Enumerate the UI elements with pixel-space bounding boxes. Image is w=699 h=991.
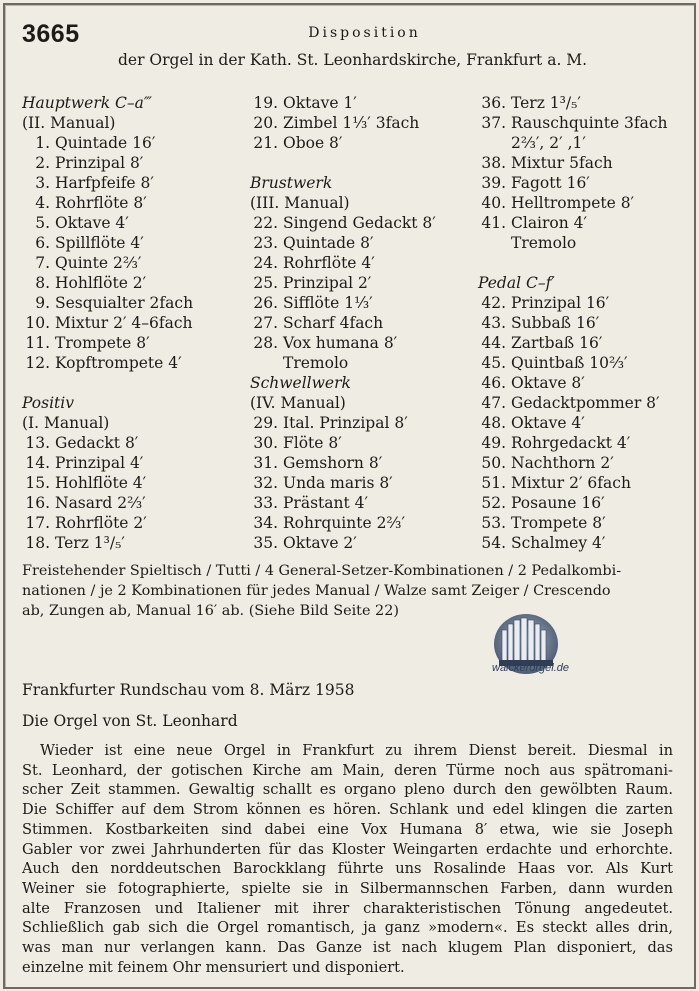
- stop-item: [478, 353, 678, 373]
- stop-item: [250, 273, 480, 293]
- spacer: [478, 253, 678, 273]
- stop-name: Schalmey 4′: [511, 534, 606, 552]
- stop-item: [478, 473, 678, 493]
- stoplist-column-left: [22, 93, 247, 553]
- stop-name: Kopftrompete 4′: [55, 354, 182, 372]
- stop-number: 53.: [481, 514, 506, 532]
- stop-item: [22, 233, 247, 253]
- stop-item: [22, 273, 247, 293]
- stop-item: [22, 473, 247, 493]
- stop-name: Hohlflöte 4′: [55, 474, 147, 492]
- stop-number: 35.: [253, 534, 278, 552]
- stop-name: Prinzipal 8′: [55, 154, 144, 172]
- stop-number: 30.: [253, 434, 278, 452]
- stop-name: Harfpfeife 8′: [55, 174, 154, 192]
- stop-item: [22, 333, 247, 353]
- stop-item: [250, 493, 480, 513]
- document-title: Disposition: [308, 25, 421, 41]
- stop-number: 45.: [481, 354, 506, 372]
- stop-name: Trompete 8′: [511, 514, 606, 532]
- stop-name: Nasard 2⅔′: [55, 494, 146, 512]
- stop-number: 43.: [481, 314, 506, 332]
- article-line: was man nur verlangen kann. Das Ganze ist nach klugem Plan disponiert, das: [22, 939, 673, 957]
- stop-name: Spillflöte 4′: [55, 234, 144, 252]
- stop-number: 41.: [481, 214, 506, 232]
- stop-name: Quintade 16′: [55, 134, 156, 152]
- stop-number: 40.: [481, 194, 506, 212]
- stop-number: 20.: [253, 114, 278, 132]
- article-line: Die Schiffer auf dem Strom können es hören. Schlank und edel klingen die zarten: [22, 801, 673, 819]
- stop-item: [22, 133, 247, 153]
- stop-item: [478, 333, 678, 353]
- stop-name: Quintade 8′: [283, 234, 374, 252]
- article-line: Weiner sie fotographierte, spielte sie in Silbermannschen Farben, dann wurden: [22, 879, 673, 897]
- division-heading: Hauptwerk C–a‴: [22, 94, 152, 112]
- document-subtitle: der Orgel in der Kath. St. Leonhardskirche, Frankfurt a. M.: [118, 51, 588, 69]
- stop-number: 38.: [481, 154, 506, 172]
- stop-number: 50.: [481, 454, 506, 472]
- stop-number: 44.: [481, 334, 506, 352]
- stop-number: 36.: [481, 94, 506, 112]
- stop-name: Trompete 8′: [55, 334, 150, 352]
- stop-name: Nachthorn 2′: [511, 454, 614, 472]
- stop-name: Fagott 16′: [511, 174, 590, 192]
- spacer: [22, 373, 247, 393]
- stop-item: [22, 353, 247, 373]
- stop-name: Scharf 4fach: [283, 314, 384, 332]
- stop-number: 51.: [481, 474, 506, 492]
- stop-number: 8.: [35, 274, 50, 292]
- stop-number: 19.: [253, 94, 278, 112]
- division-heading: Positiv: [22, 394, 74, 412]
- stop-name: Mixtur 2′ 4–6fach: [55, 314, 193, 332]
- stop-item: [478, 213, 678, 233]
- stop-item: [478, 433, 678, 453]
- stop-number: 54.: [481, 534, 506, 552]
- article-line: einzelne mit feinem Ohr mensuriert und disponiert.: [22, 958, 405, 976]
- spec-line: nationen / je 2 Kombinationen für jedes Manual / Walze samt Zeiger / Crescendo: [22, 583, 611, 599]
- stop-item: [250, 133, 480, 153]
- stop-number: 27.: [253, 314, 278, 332]
- page-number: 3665: [22, 20, 80, 48]
- stop-number: 24.: [253, 254, 278, 272]
- stop-name: Sesquialter 2fach: [55, 294, 194, 312]
- stop-number: 46.: [481, 374, 506, 392]
- stop-name: Unda maris 8′: [283, 474, 393, 492]
- stop-number: 12.: [25, 354, 50, 372]
- article-body: [22, 741, 673, 977]
- stop-name: Zartbaß 16′: [511, 334, 603, 352]
- stop-number: 42.: [481, 294, 506, 312]
- article-line: St. Leonhard, der gotischen Kirche am Main, deren Türme noch aus spätromani-: [22, 761, 673, 779]
- stop-number: 37.: [481, 114, 506, 132]
- stop-name: Quinte 2⅔′: [55, 254, 142, 272]
- stop-item: [22, 173, 247, 193]
- stop-item: [22, 213, 247, 233]
- stop-item: [22, 533, 247, 553]
- stop-number: 17.: [25, 514, 50, 532]
- stop-number: 32.: [253, 474, 278, 492]
- stop-number: 11.: [25, 334, 50, 352]
- stop-item: [478, 373, 678, 393]
- stop-number: 2.: [35, 154, 50, 172]
- stop-number: 31.: [253, 454, 278, 472]
- stop-item: [478, 393, 678, 413]
- stop-name: Rohrquinte 2⅔′: [283, 514, 405, 532]
- stop-name: Zimbel 1⅓′ 3fach: [283, 114, 420, 132]
- stop-number: 22.: [253, 214, 278, 232]
- stop-item: [478, 493, 678, 513]
- stop-item: [478, 293, 678, 313]
- stop-item: [250, 233, 480, 253]
- stop-name: Hohlflöte 2′: [55, 274, 147, 292]
- stop-item: [22, 493, 247, 513]
- stop-item: [250, 293, 480, 313]
- stop-number: 6.: [35, 234, 50, 252]
- stop-name: Oktave 1′: [283, 94, 357, 112]
- stop-item: [250, 93, 480, 113]
- manual-label: (III. Manual): [250, 194, 350, 212]
- stop-name: Rohrflöte 4′: [283, 254, 375, 272]
- stop-number: 9.: [35, 294, 50, 312]
- stop-number: 14.: [25, 454, 50, 472]
- article-source: Frankfurter Rundschau vom 8. März 1958: [22, 681, 355, 699]
- manual-label: (II. Manual): [22, 114, 116, 132]
- stop-name: Quintbaß 10⅔′: [511, 354, 628, 372]
- stop-item: [22, 453, 247, 473]
- stop-number: 18.: [25, 534, 50, 552]
- stop-name: Terz 1³/₅′: [511, 94, 581, 112]
- stop-name: Posaune 16′: [511, 494, 605, 512]
- stop-continuation: Tremolo: [511, 234, 577, 252]
- logo-caption: walckerorgel.de: [492, 662, 570, 674]
- spacer: [250, 153, 480, 173]
- stop-name: Prinzipal 2′: [283, 274, 372, 292]
- walcker-logo-icon: [485, 610, 570, 688]
- stop-name: Flöte 8′: [283, 434, 342, 452]
- article-title: Die Orgel von St. Leonhard: [22, 712, 238, 730]
- stop-number: 39.: [481, 174, 506, 192]
- stop-item: [478, 193, 678, 213]
- stop-name: Oktave 4′: [55, 214, 129, 232]
- stop-number: 15.: [25, 474, 50, 492]
- stop-item: [250, 113, 480, 133]
- console-specification: [22, 561, 674, 621]
- stop-item: [250, 253, 480, 273]
- stop-number: 28.: [253, 334, 278, 352]
- stop-item: [22, 513, 247, 533]
- stop-item: [22, 433, 247, 453]
- stop-number: 3.: [35, 174, 50, 192]
- stop-item: [250, 313, 480, 333]
- stop-name: Prästant 4′: [283, 494, 369, 512]
- stop-number: 47.: [481, 394, 506, 412]
- article-line: Gabler vor zwei Jahrhunderten für das Kloster Weingarten erdachte und erhorchte.: [22, 840, 673, 858]
- stop-continuation: 2⅔′, 2′ ,1′: [511, 134, 586, 152]
- spec-line: Freistehender Spieltisch / Tutti / 4 General-Setzer-Kombinationen / 2 Pedalkombi-: [22, 563, 622, 579]
- stoplist-column-middle: [250, 93, 480, 553]
- article-line: Stimmen. Kostbarkeiten sind dabei eine Vox Humana 8′ etwa, wie sie Joseph: [22, 820, 673, 838]
- stop-number: 49.: [481, 434, 506, 452]
- stop-number: 29.: [253, 414, 278, 432]
- stop-name: Mixtur 5fach: [511, 154, 613, 172]
- stop-item: [250, 533, 480, 553]
- stop-name: Sifflöte 1⅓′: [283, 294, 373, 312]
- stop-number: 25.: [253, 274, 278, 292]
- article-line: Schließlich gab sich die Orgel romantisch, ja ganz »modern«. Es steckt alles drin,: [22, 919, 673, 937]
- stop-name: Gedacktpommer 8′: [511, 394, 660, 412]
- stoplist-column-right: [478, 93, 678, 553]
- manual-label: (IV. Manual): [250, 394, 346, 412]
- stop-name: Gedackt 8′: [55, 434, 139, 452]
- stop-item: [22, 313, 247, 333]
- stop-item: [250, 213, 480, 233]
- stop-name: Clairon 4′: [511, 214, 588, 232]
- stop-name: Gemshorn 8′: [283, 454, 383, 472]
- stop-name: Oktave 8′: [511, 374, 585, 392]
- stop-item: [22, 153, 247, 173]
- stop-item: [478, 533, 678, 553]
- stop-item: [22, 293, 247, 313]
- stop-item: [478, 173, 678, 193]
- stop-number: 26.: [253, 294, 278, 312]
- stop-number: 4.: [35, 194, 50, 212]
- stop-number: 34.: [253, 514, 278, 532]
- article-line: Wieder ist eine neue Orgel in Frankfurt zu ihrem Dienst bereit. Diesmal in: [40, 742, 673, 759]
- stop-name: Rauschquinte 3fach: [511, 114, 668, 132]
- stop-number: 7.: [35, 254, 50, 272]
- article-line: Auch den norddeutschen Barockklang führte uns Rosalinde Haas vor. Als Kurt: [22, 860, 673, 878]
- stop-item: [250, 473, 480, 493]
- stop-number: 5.: [35, 214, 50, 232]
- stop-name: Singend Gedackt 8′: [283, 214, 436, 232]
- manual-label: (I. Manual): [22, 414, 110, 432]
- stop-item: [478, 153, 678, 173]
- stop-number: 48.: [481, 414, 506, 432]
- stop-name: Rohrgedackt 4′: [511, 434, 631, 452]
- stop-name: Prinzipal 4′: [55, 454, 144, 472]
- article-line: alte Franzosen und Italiener mit ihrer charakteristischen Tönung angedeutet.: [22, 899, 673, 917]
- stop-name: Oktave 2′: [283, 534, 357, 552]
- stop-name: Subbaß 16′: [511, 314, 600, 332]
- article-line: scher Zeit stammen. Gewaltig schallt es organo pleno durch den gewölbten Raum.: [22, 781, 673, 799]
- stop-item: [478, 513, 678, 533]
- stop-name: Ital. Prinzipal 8′: [283, 414, 408, 432]
- stop-item: [250, 453, 480, 473]
- division-heading: Brustwerk: [250, 174, 333, 192]
- stop-name: Rohrflöte 2′: [55, 514, 147, 532]
- spec-line: ab, Zungen ab, Manual 16′ ab. (Siehe Bild Seite 22): [22, 603, 399, 619]
- division-heading: Pedal C–f′: [478, 274, 555, 292]
- stop-item: [478, 113, 678, 133]
- stop-continuation: Tremolo: [283, 354, 349, 372]
- stop-item: [250, 433, 480, 453]
- stop-number: 23.: [253, 234, 278, 252]
- stop-number: 52.: [481, 494, 506, 512]
- stop-name: Mixtur 2′ 6fach: [511, 474, 631, 492]
- stop-item: [478, 93, 678, 113]
- stop-item: [250, 333, 480, 353]
- division-heading: Schwellwerk: [250, 374, 351, 392]
- stop-item: [478, 453, 678, 473]
- stop-name: Oktave 4′: [511, 414, 585, 432]
- stop-name: Prinzipal 16′: [511, 294, 610, 312]
- stop-number: 13.: [25, 434, 50, 452]
- stop-item: [478, 313, 678, 333]
- stop-item: [22, 253, 247, 273]
- stop-number: 16.: [25, 494, 50, 512]
- stop-number: 1.: [35, 134, 50, 152]
- stop-number: 21.: [253, 134, 278, 152]
- stop-item: [250, 413, 480, 433]
- stop-item: [250, 513, 480, 533]
- stop-name: Rohrflöte 8′: [55, 194, 147, 212]
- stop-name: Helltrompete 8′: [511, 194, 635, 212]
- stop-name: Oboe 8′: [283, 134, 343, 152]
- stop-number: 10.: [25, 314, 50, 332]
- stop-item: [478, 413, 678, 433]
- stop-name: Vox humana 8′: [283, 334, 398, 352]
- stop-number: 33.: [253, 494, 278, 512]
- stop-item: [22, 193, 247, 213]
- stop-name: Terz 1³/₅′: [55, 534, 125, 552]
